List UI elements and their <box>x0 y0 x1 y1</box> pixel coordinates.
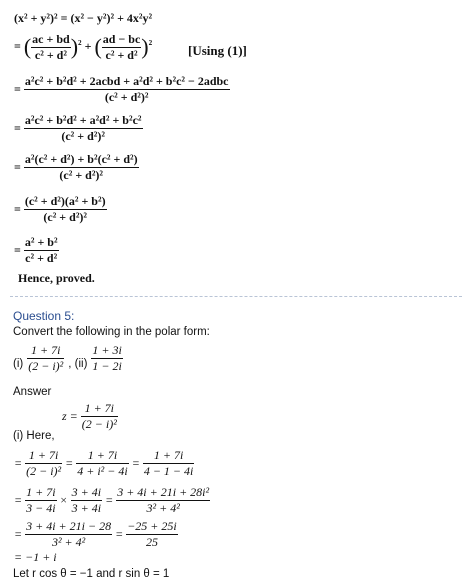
question-prompt: Convert the following in the polar form: <box>13 326 210 338</box>
question-heading: Question 5: <box>13 309 75 323</box>
fraction-numerator: ac + bd <box>32 32 70 46</box>
question-parts <box>13 344 123 372</box>
part-ii-expression: $\frac{1 + 3i}{1 - 2i}$ <box>92 343 122 373</box>
part-i-here-label: (i) Here, <box>13 430 55 442</box>
part-i-expression: $\frac{1 + 7i}{\text{(2 − i)²}}$ <box>28 343 64 373</box>
proof-note-using-1: [Using (1)] <box>188 43 247 58</box>
section-divider <box>10 296 462 297</box>
answer-label: Answer <box>13 386 52 398</box>
fraction-denominator: c² + d² <box>105 47 138 62</box>
solution-step-2: = $\frac{1 + 7i}{3 - 4i}$ × $\frac{3 + 4i}{3 + 4i}$ = $\frac{\text{3 + 4i + 21i + 28i²}}{\text{3² + 4²}}$ <box>14 485 210 515</box>
fraction-numerator: ad − bc <box>102 32 141 46</box>
solution-step-1: = $\frac{1 + 7i}{\text{(2 − i)²}}$ = $\frac{1 + 7i}{\text{4 + i² − 4i}}$ = $\frac{1 + 7i}{4 - 1 - 4i}$ <box>14 448 194 478</box>
proof-line-3: = $\frac{\text{a²c² + b²d² + 2acbd + a²d² + b²c² − 2adbc}}{\text{(c² + d²)²}}$ <box>14 74 229 104</box>
part-ii-label: , (ii) <box>68 358 88 371</box>
proof-line-6: = $\frac{\text{(c² + d²)(a² + b²)}}{\text{(c² + d²)²}}$ <box>14 194 106 224</box>
part-i-label: (i) <box>13 358 24 371</box>
proof-line-4: = $\frac{\text{a²c² + b²d² + a²d² + b²c²}}{\text{(c² + d²)²}}$ <box>14 113 142 143</box>
proof-line-2: = ( $\frac{ac + bd}{\text{c² + d²}}$ )$^2$ + ( $\frac{ad - bc}{\text{c² + d²}}$ )$^2$ <box>14 32 153 62</box>
proof-line-1: (x² + y²)² = (x² − y²)² + 4x²y² <box>14 11 153 25</box>
solution-step-4: = −1 + i <box>14 550 57 564</box>
solution-step-3: = $\frac{3 + 4i + 21i - 28}{\text{3² + 4²}}$ = $\frac{-25 + 25i}{25}$ <box>14 519 177 549</box>
proof-line-5: = $\frac{\text{a²(c² + d²) + b²(c² + d²)}}{\text{(c² + d²)²}}$ <box>14 152 138 182</box>
fraction-denominator: c² + d² <box>34 47 67 62</box>
polar-setup-line: Let r cos θ = −1 and r sin θ = 1 <box>13 568 170 580</box>
z-definition: z = $\frac{1 + 7i}{\text{(2 − i)²}}$ <box>62 401 117 431</box>
proof-conclusion: Hence, proved. <box>18 271 95 285</box>
proof-line-7: = $\frac{\text{a² + b²}}{\text{c² + d²}}$ <box>14 235 58 265</box>
